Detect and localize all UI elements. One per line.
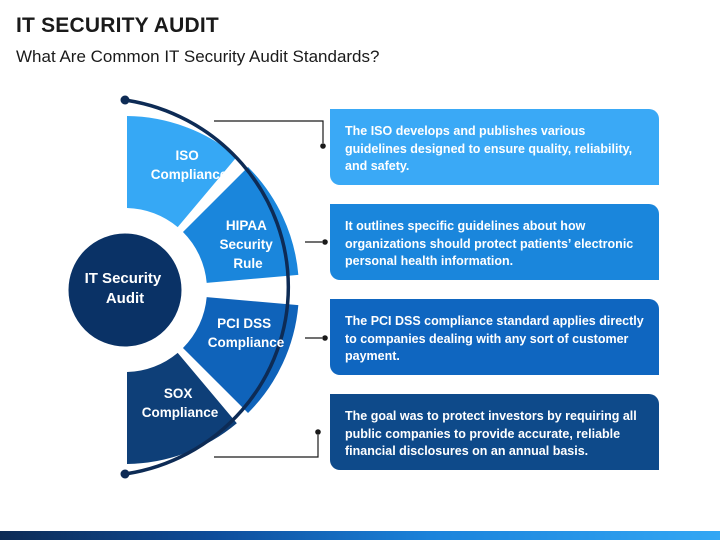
description-box-pci-dss: The PCI DSS compliance standard applies directly to companies dealing with any sort of customer payment. xyxy=(330,299,659,375)
page-title: IT SECURITY AUDIT xyxy=(16,14,219,37)
segment-label-iso: ISO Compliance xyxy=(150,148,228,182)
description-box-hipaa: It outlines specific guidelines about how organizations should protect patients’ electronic personal health information. xyxy=(330,204,659,280)
page-subtitle: What Are Common IT Security Audit Standards? xyxy=(16,47,380,66)
connector-dot xyxy=(315,429,321,435)
arc-endpoint-dot-bottom xyxy=(121,470,130,479)
segment-label-hipaa: HIPAA Security Rule xyxy=(219,218,273,271)
connector-dot xyxy=(322,335,328,341)
connector-dot xyxy=(320,143,326,149)
connector-line xyxy=(214,435,318,457)
connector-line xyxy=(214,121,323,143)
arc-endpoint-dot-top xyxy=(121,96,130,105)
connector-dot xyxy=(322,239,328,245)
description-box-iso: The ISO develops and publishes various guidelines designed to ensure quality, reliability, and safety. xyxy=(330,109,659,185)
footer-bar xyxy=(0,531,720,540)
segment-label-sox: SOX Compliance xyxy=(141,386,219,420)
segment-label-pci-dss: PCI DSS Compliance xyxy=(207,316,285,350)
center-label: IT Security Audit xyxy=(84,270,162,307)
connector-lines xyxy=(214,121,328,457)
description-box-sox: The goal was to protect investors by requiring all public companies to provide accurate, reliable financial disclosures on an annual basis. xyxy=(330,394,659,470)
